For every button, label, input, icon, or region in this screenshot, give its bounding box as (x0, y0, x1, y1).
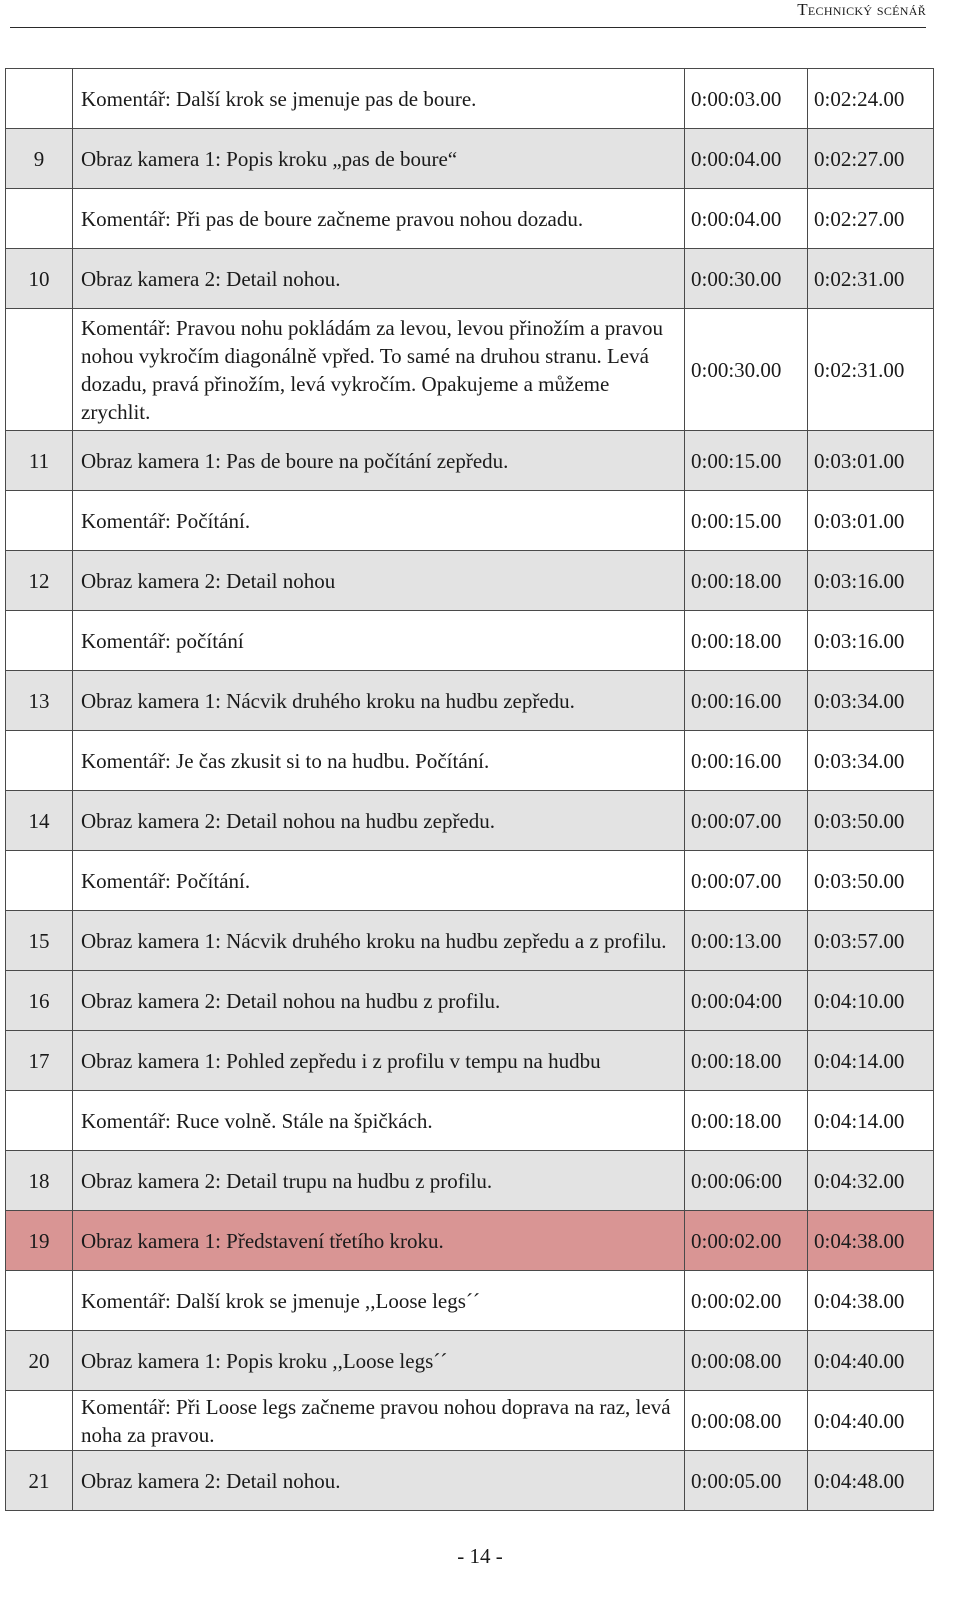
shot-number: 20 (6, 1331, 73, 1391)
shot-description: Komentář: Pravou nohu pokládám za levou, levou přinožím a pravou nohou vykročím diagonálně vpřed. To samé na druhou stranu. Levá dozadu, pravá přinožím, levá vykročím. Opakujeme a můžeme zrychlit. (73, 309, 685, 431)
shot-description: Komentář: počítání (73, 611, 685, 671)
shot-timecode: 0:03:01.00 (808, 431, 934, 491)
shot-duration: 0:00:02.00 (685, 1271, 808, 1331)
shot-description: Komentář: Je čas zkusit si to na hudbu. Počítání. (73, 731, 685, 791)
table-row (6, 1151, 934, 1211)
shot-number (6, 491, 73, 551)
table-row (6, 491, 934, 551)
shot-number: 19 (6, 1211, 73, 1271)
shot-number (6, 69, 73, 129)
shot-description: Obraz kamera 1: Pas de boure na počítání zepředu. (73, 431, 685, 491)
shot-description: Obraz kamera 1: Popis kroku „pas de boure“ (73, 129, 685, 189)
table-row (6, 1091, 934, 1151)
table-row (6, 189, 934, 249)
shot-duration: 0:00:03.00 (685, 69, 808, 129)
table-row (6, 551, 934, 611)
shot-number (6, 189, 73, 249)
shot-timecode: 0:03:34.00 (808, 731, 934, 791)
shot-description: Komentář: Další krok se jmenuje ,,Loose legs´´ (73, 1271, 685, 1331)
shot-description: Obraz kamera 2: Detail nohou na hudbu zepředu. (73, 791, 685, 851)
table-row (6, 731, 934, 791)
shot-number (6, 1091, 73, 1151)
shot-duration: 0:00:13.00 (685, 911, 808, 971)
shot-duration: 0:00:18.00 (685, 1031, 808, 1091)
shot-duration: 0:00:07.00 (685, 851, 808, 911)
shot-timecode: 0:03:50.00 (808, 851, 934, 911)
table-row (6, 1271, 934, 1331)
shot-timecode: 0:04:14.00 (808, 1091, 934, 1151)
shot-timecode: 0:02:27.00 (808, 129, 934, 189)
shot-timecode: 0:03:16.00 (808, 551, 934, 611)
shot-description: Komentář: Při Loose legs začneme pravou nohou doprava na raz, levá noha za pravou. (73, 1391, 685, 1451)
table-row (6, 611, 934, 671)
page-header (0, 0, 926, 24)
shot-timecode: 0:04:32.00 (808, 1151, 934, 1211)
shot-duration: 0:00:16.00 (685, 731, 808, 791)
header-title: Technický scénář (797, 0, 926, 19)
shot-duration: 0:00:18.00 (685, 611, 808, 671)
shot-description: Obraz kamera 1: Pohled zepředu i z profilu v tempu na hudbu (73, 1031, 685, 1091)
shot-description: Obraz kamera 1: Popis kroku ,,Loose legs´´ (73, 1331, 685, 1391)
shot-number (6, 851, 73, 911)
shot-duration: 0:00:07.00 (685, 791, 808, 851)
shot-description: Obraz kamera 2: Detail nohou. (73, 1451, 685, 1511)
shot-number: 10 (6, 249, 73, 309)
shot-description: Obraz kamera 2: Detail nohou na hudbu z profilu. (73, 971, 685, 1031)
shot-number: 18 (6, 1151, 73, 1211)
shot-number: 13 (6, 671, 73, 731)
shot-timecode: 0:03:16.00 (808, 611, 934, 671)
shot-timecode: 0:02:31.00 (808, 249, 934, 309)
shot-number: 12 (6, 551, 73, 611)
shot-duration: 0:00:16.00 (685, 671, 808, 731)
shot-duration: 0:00:02.00 (685, 1211, 808, 1271)
shot-timecode: 0:02:24.00 (808, 69, 934, 129)
table-row (6, 851, 934, 911)
table-row (6, 431, 934, 491)
page-number: - 14 - (457, 1544, 503, 1568)
shot-duration: 0:00:04:00 (685, 971, 808, 1031)
shot-duration: 0:00:18.00 (685, 1091, 808, 1151)
shot-number: 17 (6, 1031, 73, 1091)
shot-duration: 0:00:08.00 (685, 1391, 808, 1451)
table-row (6, 1031, 934, 1091)
shot-duration: 0:00:15.00 (685, 431, 808, 491)
shot-duration: 0:00:06:00 (685, 1151, 808, 1211)
table-row (6, 1211, 934, 1271)
shot-number (6, 611, 73, 671)
shot-timecode: 0:03:50.00 (808, 791, 934, 851)
shot-number: 14 (6, 791, 73, 851)
shot-number: 15 (6, 911, 73, 971)
shot-duration: 0:00:30.00 (685, 249, 808, 309)
shot-number: 21 (6, 1451, 73, 1511)
table-row (6, 1451, 934, 1511)
shot-timecode: 0:04:40.00 (808, 1391, 934, 1451)
shot-description: Komentář: Počítání. (73, 491, 685, 551)
shot-description: Komentář: Další krok se jmenuje pas de boure. (73, 69, 685, 129)
table-row (6, 791, 934, 851)
shot-description: Komentář: Počítání. (73, 851, 685, 911)
table-row (6, 69, 934, 129)
shot-duration: 0:00:05.00 (685, 1451, 808, 1511)
shot-description: Obraz kamera 2: Detail trupu na hudbu z profilu. (73, 1151, 685, 1211)
shot-timecode: 0:02:27.00 (808, 189, 934, 249)
table-row (6, 129, 934, 189)
shot-description: Obraz kamera 2: Detail nohou. (73, 249, 685, 309)
shot-description: Komentář: Ruce volně. Stále na špičkách. (73, 1091, 685, 1151)
header-rule (10, 27, 926, 28)
shot-description: Obraz kamera 2: Detail nohou (73, 551, 685, 611)
shot-duration: 0:00:15.00 (685, 491, 808, 551)
table-row (6, 911, 934, 971)
table-row (6, 309, 934, 431)
shot-timecode: 0:04:14.00 (808, 1031, 934, 1091)
shot-timecode: 0:02:31.00 (808, 309, 934, 431)
table-row (6, 971, 934, 1031)
shot-timecode: 0:04:38.00 (808, 1271, 934, 1331)
shot-timecode: 0:03:34.00 (808, 671, 934, 731)
shot-duration: 0:00:04.00 (685, 129, 808, 189)
shot-number: 16 (6, 971, 73, 1031)
shot-duration: 0:00:08.00 (685, 1331, 808, 1391)
table-row (6, 249, 934, 309)
shot-timecode: 0:03:01.00 (808, 491, 934, 551)
shot-number: 9 (6, 129, 73, 189)
table-row (6, 671, 934, 731)
shot-description: Komentář: Při pas de boure začneme pravou nohou dozadu. (73, 189, 685, 249)
shot-description: Obraz kamera 1: Představení třetího kroku. (73, 1211, 685, 1271)
shot-timecode: 0:04:40.00 (808, 1331, 934, 1391)
shot-duration: 0:00:04.00 (685, 189, 808, 249)
table-row (6, 1331, 934, 1391)
shot-timecode: 0:04:48.00 (808, 1451, 934, 1511)
shot-duration: 0:00:30.00 (685, 309, 808, 431)
shot-timecode: 0:04:38.00 (808, 1211, 934, 1271)
shot-number (6, 731, 73, 791)
shot-description: Obraz kamera 1: Nácvik druhého kroku na hudbu zepředu. (73, 671, 685, 731)
shot-timecode: 0:03:57.00 (808, 911, 934, 971)
shot-description: Obraz kamera 1: Nácvik druhého kroku na hudbu zepředu a z profilu. (73, 911, 685, 971)
shot-number (6, 309, 73, 431)
shot-duration: 0:00:18.00 (685, 551, 808, 611)
shot-number (6, 1391, 73, 1451)
script-table (5, 68, 934, 1511)
shot-timecode: 0:04:10.00 (808, 971, 934, 1031)
shot-number (6, 1271, 73, 1331)
shot-number: 11 (6, 431, 73, 491)
table-row (6, 1391, 934, 1451)
